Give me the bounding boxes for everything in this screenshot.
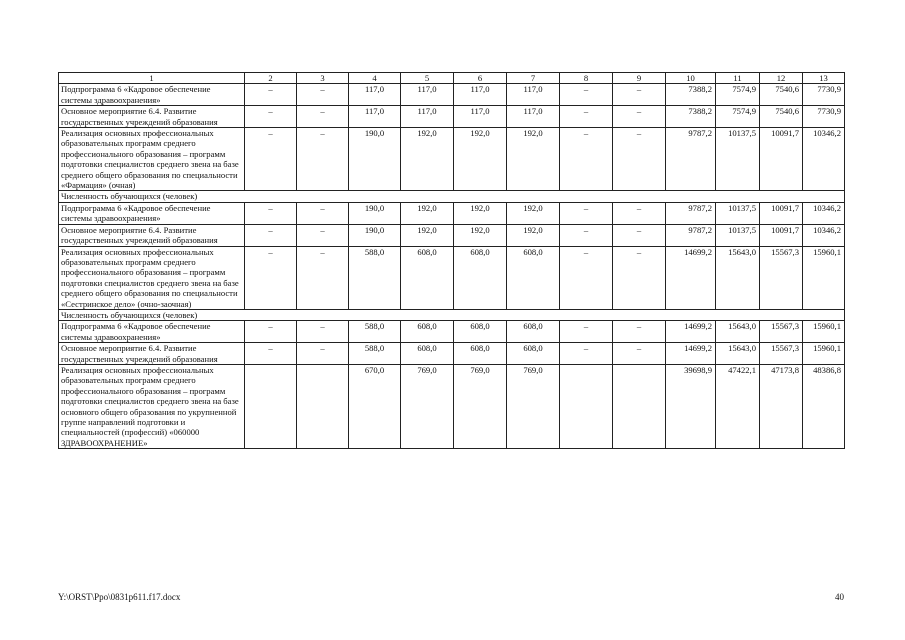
value-cell: 608,0 bbox=[401, 321, 454, 343]
value-cell: 192,0 bbox=[454, 128, 507, 191]
table-row bbox=[59, 202, 845, 224]
value-cell: 7388,2 bbox=[666, 106, 716, 128]
value-cell: 15960,1 bbox=[803, 321, 845, 343]
row-label: Основное мероприятие 6.4. Развитие государственных учреждений образования bbox=[59, 224, 245, 246]
value-cell: 14699,2 bbox=[666, 321, 716, 343]
table-row bbox=[59, 364, 845, 448]
value-cell: 608,0 bbox=[454, 343, 507, 365]
value-cell: – bbox=[245, 84, 297, 106]
value-cell: – bbox=[613, 321, 666, 343]
value-cell: – bbox=[297, 321, 349, 343]
value-cell: 192,0 bbox=[507, 224, 560, 246]
value-cell: 39698,9 bbox=[666, 364, 716, 448]
value-cell: 190,0 bbox=[349, 224, 401, 246]
value-cell: – bbox=[245, 106, 297, 128]
value-cell: 608,0 bbox=[507, 321, 560, 343]
value-cell: – bbox=[245, 224, 297, 246]
header-cell: 11 bbox=[716, 73, 760, 84]
value-cell: 7540,6 bbox=[760, 84, 803, 106]
value-cell: – bbox=[297, 106, 349, 128]
value-cell: 769,0 bbox=[401, 364, 454, 448]
row-label: Основное мероприятие 6.4. Развитие государственных учреждений образования bbox=[59, 106, 245, 128]
value-cell: 190,0 bbox=[349, 128, 401, 191]
value-cell: – bbox=[560, 343, 613, 365]
value-cell: – bbox=[613, 202, 666, 224]
value-cell: 15567,3 bbox=[760, 246, 803, 309]
value-cell: 10091,7 bbox=[760, 128, 803, 191]
value-cell: 670,0 bbox=[349, 364, 401, 448]
header-cell: 1 bbox=[59, 73, 245, 84]
value-cell: 608,0 bbox=[507, 343, 560, 365]
value-cell: 10137,5 bbox=[716, 224, 760, 246]
header-cell: 10 bbox=[666, 73, 716, 84]
value-cell: 769,0 bbox=[454, 364, 507, 448]
value-cell: 15643,0 bbox=[716, 246, 760, 309]
row-label: Реализация основных профессиональных образовательных программ среднего профессионального образования – программ подготовки специалистов среднего звена на базе среднего общего образования по специальности «Сестринское дело» (очно-заочная) bbox=[59, 246, 245, 309]
value-cell: 7574,9 bbox=[716, 84, 760, 106]
section-label: Численность обучающихся (человек) bbox=[59, 191, 845, 202]
value-cell: – bbox=[560, 202, 613, 224]
value-cell: 608,0 bbox=[507, 246, 560, 309]
value-cell: – bbox=[297, 202, 349, 224]
value-cell: 15567,3 bbox=[760, 343, 803, 365]
value-cell: 10346,2 bbox=[803, 202, 845, 224]
value-cell: 192,0 bbox=[507, 202, 560, 224]
value-cell: – bbox=[245, 343, 297, 365]
value-cell: 15643,0 bbox=[716, 343, 760, 365]
value-cell: 192,0 bbox=[454, 202, 507, 224]
table-row bbox=[59, 128, 845, 191]
value-cell: 588,0 bbox=[349, 321, 401, 343]
value-cell: 10346,2 bbox=[803, 128, 845, 191]
value-cell: – bbox=[245, 128, 297, 191]
header-cell: 5 bbox=[401, 73, 454, 84]
value-cell bbox=[613, 364, 666, 448]
value-cell: 10137,5 bbox=[716, 128, 760, 191]
value-cell: – bbox=[560, 106, 613, 128]
value-cell: 608,0 bbox=[454, 321, 507, 343]
file-path: Y:\ORST\Ppo\0831p611.f17.docx bbox=[58, 592, 181, 602]
value-cell: 15960,1 bbox=[803, 246, 845, 309]
value-cell: – bbox=[560, 246, 613, 309]
value-cell: 47422,1 bbox=[716, 364, 760, 448]
value-cell: – bbox=[560, 128, 613, 191]
header-cell: 2 bbox=[245, 73, 297, 84]
value-cell: – bbox=[297, 224, 349, 246]
header-row bbox=[59, 73, 845, 84]
value-cell: 10091,7 bbox=[760, 202, 803, 224]
header-cell: 13 bbox=[803, 73, 845, 84]
value-cell: 769,0 bbox=[507, 364, 560, 448]
page-number: 40 bbox=[835, 592, 844, 602]
value-cell: – bbox=[245, 202, 297, 224]
value-cell: 9787,2 bbox=[666, 128, 716, 191]
value-cell: 117,0 bbox=[454, 84, 507, 106]
value-cell: 117,0 bbox=[454, 106, 507, 128]
table-row bbox=[59, 224, 845, 246]
value-cell bbox=[297, 364, 349, 448]
value-cell: 117,0 bbox=[507, 106, 560, 128]
value-cell: 192,0 bbox=[507, 128, 560, 191]
table-row bbox=[59, 84, 845, 106]
section-label: Численность обучающихся (человек) bbox=[59, 309, 845, 320]
header-cell: 4 bbox=[349, 73, 401, 84]
value-cell: 7730,9 bbox=[803, 84, 845, 106]
value-cell: 117,0 bbox=[401, 106, 454, 128]
section-row bbox=[59, 309, 845, 320]
value-cell: 47173,8 bbox=[760, 364, 803, 448]
value-cell: 608,0 bbox=[401, 246, 454, 309]
table-row bbox=[59, 321, 845, 343]
value-cell: – bbox=[560, 224, 613, 246]
value-cell: 608,0 bbox=[454, 246, 507, 309]
value-cell: – bbox=[560, 321, 613, 343]
header-cell: 3 bbox=[297, 73, 349, 84]
header-cell: 7 bbox=[507, 73, 560, 84]
row-label: Подпрограмма 6 «Кадровое обеспечение системы здравоохранения» bbox=[59, 321, 245, 343]
value-cell bbox=[560, 364, 613, 448]
value-cell: 608,0 bbox=[401, 343, 454, 365]
value-cell: 48386,8 bbox=[803, 364, 845, 448]
value-cell: 192,0 bbox=[401, 224, 454, 246]
value-cell: – bbox=[297, 84, 349, 106]
section-row bbox=[59, 191, 845, 202]
value-cell: – bbox=[245, 246, 297, 309]
value-cell: 9787,2 bbox=[666, 202, 716, 224]
value-cell: 7540,6 bbox=[760, 106, 803, 128]
header-cell: 12 bbox=[760, 73, 803, 84]
row-label: Подпрограмма 6 «Кадровое обеспечение системы здравоохранения» bbox=[59, 84, 245, 106]
value-cell: 15960,1 bbox=[803, 343, 845, 365]
value-cell: 7730,9 bbox=[803, 106, 845, 128]
value-cell: 588,0 bbox=[349, 343, 401, 365]
value-cell: 10346,2 bbox=[803, 224, 845, 246]
row-label: Реализация основных профессиональных образовательных программ среднего профессионального образования – программ подготовки специалистов среднего звена на базе среднего общего образования по специальности «Фармация» (очная) bbox=[59, 128, 245, 191]
value-cell: 9787,2 bbox=[666, 224, 716, 246]
value-cell: – bbox=[613, 224, 666, 246]
value-cell: 190,0 bbox=[349, 202, 401, 224]
value-cell: – bbox=[297, 343, 349, 365]
header-cell: 9 bbox=[613, 73, 666, 84]
value-cell: 7574,9 bbox=[716, 106, 760, 128]
table-row bbox=[59, 343, 845, 365]
value-cell: – bbox=[560, 84, 613, 106]
value-cell: 117,0 bbox=[349, 84, 401, 106]
value-cell: 192,0 bbox=[401, 202, 454, 224]
value-cell: – bbox=[613, 106, 666, 128]
row-label: Реализация основных профессиональных образовательных программ среднего профессионального образования – программ подготовки специалистов среднего звена на базе основного общего образования по укрупненной группе направлений подготовки и специальностей (профессий) «060000 ЗДРАВООХРАНЕНИЕ» bbox=[59, 364, 245, 448]
value-cell: 15643,0 bbox=[716, 321, 760, 343]
value-cell: – bbox=[613, 84, 666, 106]
value-cell: 10091,7 bbox=[760, 224, 803, 246]
budget-table bbox=[58, 72, 845, 449]
table-row bbox=[59, 106, 845, 128]
value-cell: 192,0 bbox=[454, 224, 507, 246]
value-cell: 588,0 bbox=[349, 246, 401, 309]
value-cell bbox=[245, 364, 297, 448]
value-cell: – bbox=[297, 246, 349, 309]
value-cell: 117,0 bbox=[401, 84, 454, 106]
value-cell: – bbox=[613, 343, 666, 365]
value-cell: 117,0 bbox=[507, 84, 560, 106]
value-cell: – bbox=[613, 128, 666, 191]
value-cell: 117,0 bbox=[349, 106, 401, 128]
table-row bbox=[59, 246, 845, 309]
header-cell: 6 bbox=[454, 73, 507, 84]
value-cell: – bbox=[245, 321, 297, 343]
header-cell: 8 bbox=[560, 73, 613, 84]
value-cell: 7388,2 bbox=[666, 84, 716, 106]
row-label: Основное мероприятие 6.4. Развитие государственных учреждений образования bbox=[59, 343, 245, 365]
value-cell: – bbox=[297, 128, 349, 191]
value-cell: 14699,2 bbox=[666, 343, 716, 365]
value-cell: 192,0 bbox=[401, 128, 454, 191]
value-cell: 14699,2 bbox=[666, 246, 716, 309]
value-cell: – bbox=[613, 246, 666, 309]
value-cell: 15567,3 bbox=[760, 321, 803, 343]
row-label: Подпрограмма 6 «Кадровое обеспечение системы здравоохранения» bbox=[59, 202, 245, 224]
value-cell: 10137,5 bbox=[716, 202, 760, 224]
